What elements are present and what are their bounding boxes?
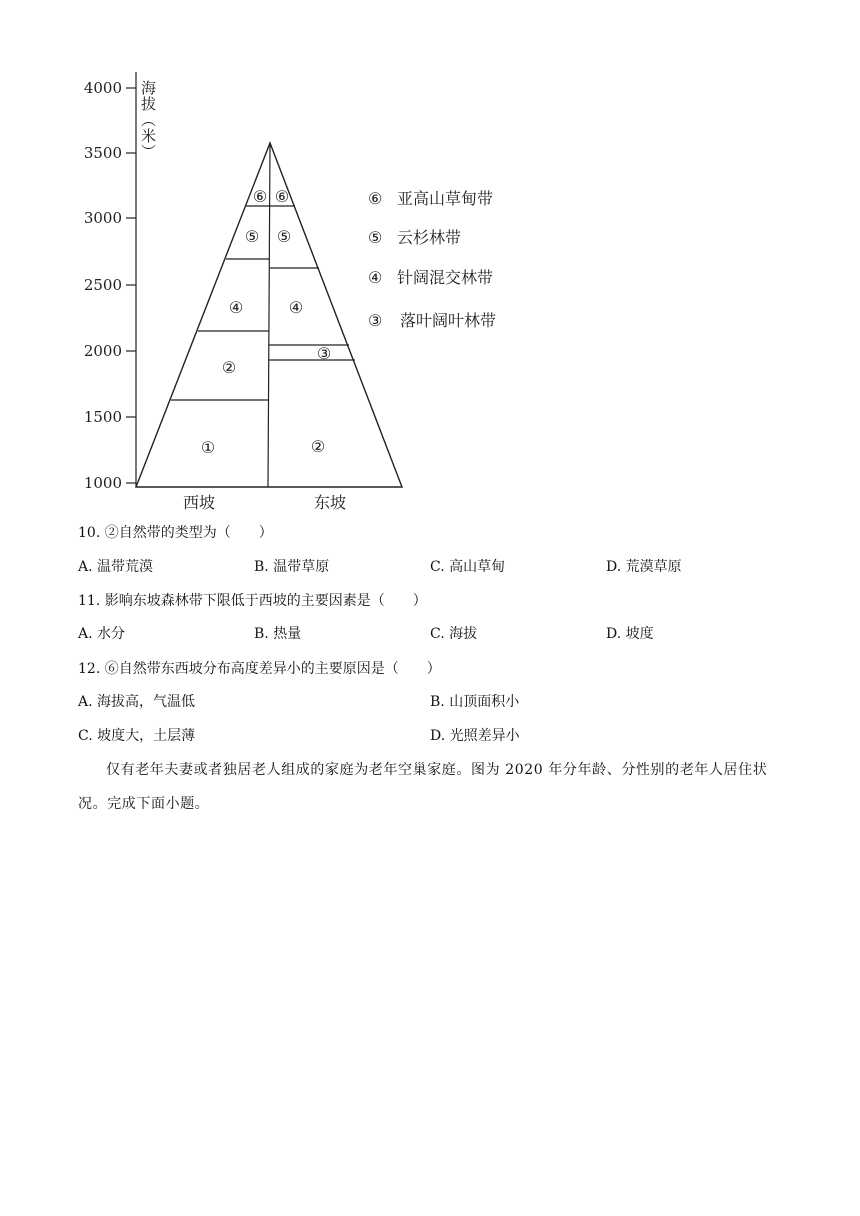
legend-mark: ③ [368,311,383,330]
y-tick-label: 1500 [83,408,122,426]
y-tick-label: 1000 [83,474,122,492]
next-section-intro: 仅有老年夫妻或者独居老人组成的家庭为老年空巢家庭。图为 2020 年分年龄、分性别的老年人居住状况。完成下面小题。 [78,762,768,812]
question-11-stem: 11. 影响东坡森林带下限低于西坡的主要因素是（ ） [78,593,427,609]
legend-mark: ⑤ [368,228,383,247]
zone-mark-east-3: ③ [316,344,332,363]
question-12-option-b: B. 山顶面积小 [430,694,520,710]
zone-mark-east-2: ② [310,437,326,456]
y-tick-label: 3000 [83,209,122,227]
zone-mark-west-1: ① [200,438,216,457]
question-10-stem: 10. ②自然带的类型为（ ） [78,525,273,541]
legend-text: 针阔混交林带 [397,268,494,287]
question-10-option-c: C. 高山草甸 [430,559,506,575]
zone-mark-west-5: ⑤ [244,227,260,246]
slope-divider [268,143,270,487]
question-10-option-a: A. 温带荒漠 [78,559,154,575]
zone-mark-east-6: ⑥ [274,187,290,206]
question-11-option-d: D. 坡度 [606,626,654,642]
y-ticks [126,88,136,483]
y-tick-label: 4000 [83,79,122,97]
y-axis-label: 海拔（米） [139,80,157,160]
zone-mark-west-4: ④ [228,298,244,317]
question-10-option-d: D. 荒漠草原 [606,559,682,575]
legend-text: 亚高山草甸带 [397,189,494,208]
east-slope-label: 东坡 [313,493,347,512]
question-12-option-c: C. 坡度大，土层薄 [78,728,196,744]
question-11-option-b: B. 热量 [254,626,302,642]
y-tick-label: 2500 [83,276,122,294]
y-tick-label: 3500 [83,144,122,162]
question-12-stem: 12. ⑥自然带东西坡分布高度差异小的主要原因是（ ） [78,661,441,677]
legend-text: 落叶阔叶林带 [400,311,497,330]
west-slope-label: 西坡 [182,493,216,512]
zone-mark-west-6: ⑥ [252,187,268,206]
legend [368,189,496,330]
legend-mark: ⑥ [368,189,383,208]
question-12-option-a: A. 海拔高，气温低 [78,694,196,710]
question-11-option-c: C. 海拔 [430,626,478,642]
question-11-option-a: A. 水分 [78,626,126,642]
mountain-vertical-zone-diagram [0,0,860,520]
zone-mark-west-2: ② [221,358,237,377]
legend-text: 云杉林带 [397,228,462,247]
question-10-option-b: B. 温带草原 [254,559,330,575]
zone-mark-east-4: ④ [288,298,304,317]
legend-mark: ④ [368,268,383,287]
zone-mark-east-5: ⑤ [276,227,292,246]
question-12-option-d: D. 光照差异小 [430,728,520,744]
y-tick-label: 2000 [83,342,122,360]
